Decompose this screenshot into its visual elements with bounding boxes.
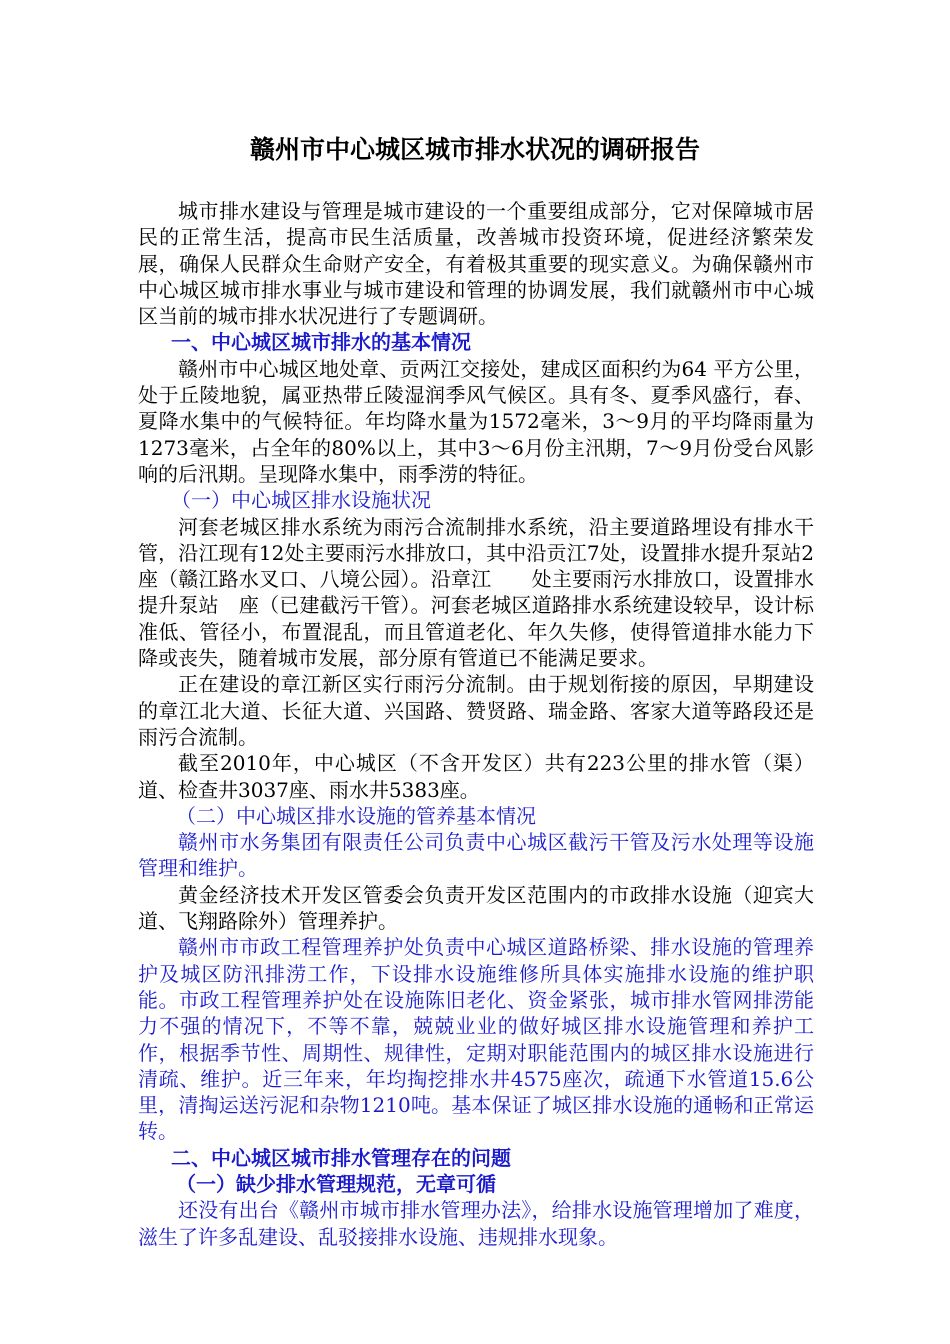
subsection-heading-3: （一）缺少排水管理规范，无章可循 (176, 1171, 496, 1196)
paragraph-climate: 赣州市中心城区地处章、贡两江交接处，建成区面积约为64 平方公里，处于丘陵地貌，属亚热带丘陵湿润季风气候区。具有冬、夏季风盛行，春、夏降水集中的气候特征。年均降水量为1572毫米，3～9月的平均降雨量为1273毫米，占全年的80%以上，其中3～6月份主汛期，7～9月份受台风影响的后汛期。呈现降水集中，雨季涝的特征。 (138, 356, 814, 486)
document-title: 赣州市中心城区城市排水状况的调研报告 (249, 135, 700, 164)
subsection-heading-2: （二）中心城区排水设施的管养基本情况 (176, 803, 536, 828)
document-body (138, 198, 814, 1250)
subsection-heading-1: （一）中心城区排水设施状况 (171, 488, 431, 513)
paragraph-intro: 城市排水建设与管理是城市建设的一个重要组成部分，它对保障城市居民的正常生活，提高市民生活质量，改善城市投资环境，促进经济繁荣发展，确保人民群众生命财产安全，有着极其重要的现实意义。为确保赣州市中心城区城市排水事业与城市建设和管理的协调发展，我们就赣州市中心城区当前的城市排水状况进行了专题调研。 (138, 199, 814, 329)
paragraph-statistics: 截至2010年，中心城区（不含开发区）共有223公里的排水管（渠）道、检查井3037座、雨水井5383座。 (138, 751, 814, 802)
paragraph-old-district: 河套老城区排水系统为雨污合流制排水系统，沿主要道路埋设有排水干管，沿江现有12处主要雨污水排放口，其中沿贡江7处，设置排水提升泵站2座（赣江路水叉口、八境公园）。沿章江 处主要雨污水排放口，设置排水提升泵站 座（已建截污干管）。河套老城区道路排水系统建设较早，设计标准低、管径小，布置混乱，而且管道老化、年久失修，使得管道排水能力下降或丧失，随着城市发展，部分原有管道已不能满足要求。 (138, 514, 814, 671)
section-heading-2: 二、中心城区城市排水管理存在的问题 (171, 1145, 511, 1170)
paragraph-regulation: 还没有出台《赣州市城市排水管理办法》，给排水设施管理增加了难度，滋生了许多乱建设、乱驳接排水设施、违规排水现象。 (138, 1198, 814, 1249)
paragraph-new-district: 正在建设的章江新区实行雨污分流制。由于规划衔接的原因，早期建设的章江北大道、长征大道、兴国路、赞贤路、瑞金路、客家大道等路段还是雨污合流制。 (138, 672, 814, 749)
section-heading-1: 一、中心城区城市排水的基本情况 (171, 330, 471, 355)
paragraph-dev-zone: 黄金经济技术开发区管委会负责开发区范围内的市政排水设施（迎宾大道、飞翔路除外）管理养护。 (138, 882, 814, 934)
paragraph-municipal: 赣州市市政工程管理养护处负责中心城区道路桥梁、排水设施的管理养护及城区防汛排涝工作，下设排水设施维修所具体实施排水设施的维护职能。市政工程管理养护处在设施陈旧老化、资金紧张，城市排水管网排涝能力不强的情况下，不等不靠，兢兢业业的做好城区排水设施管理和养护工作，根据季节性、周期性、规律性，定期对职能范围内的城区排水设施进行清疏、维护。近三年来，年均掏挖排水井4575座次，疏通下水管道15.6公里，清掏运送污泥和杂物1210吨。基本保证了城区排水设施的通畅和正常运转。 (138, 935, 814, 1144)
paragraph-water-group: 赣州市水务集团有限责任公司负责中心城区截污干管及污水处理等设施管理和维护。 (138, 830, 814, 881)
